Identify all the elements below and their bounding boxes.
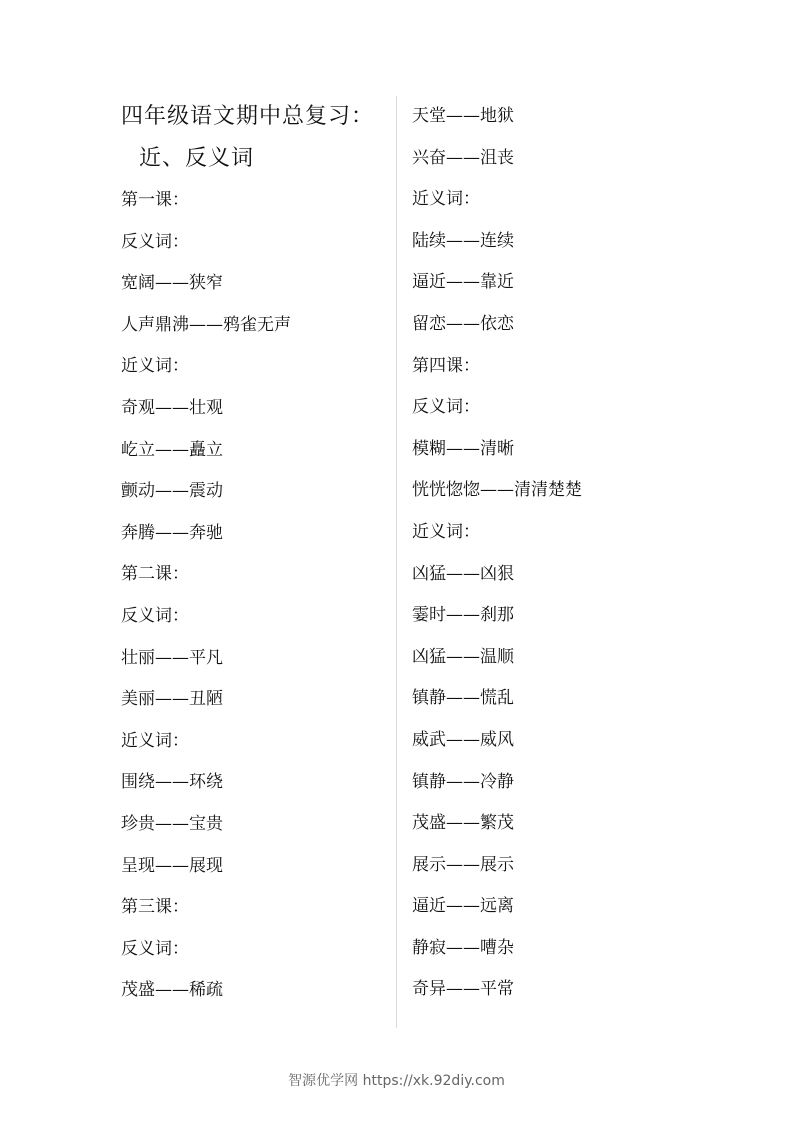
- left-column-line: 宽阔——狭窄: [121, 273, 223, 294]
- left-column-line: 美丽——丑陋: [121, 689, 223, 710]
- left-column-line: 颤动——震动: [121, 481, 223, 502]
- left-column-line: 反义词：: [121, 938, 189, 959]
- right-column-line: 第四课：: [412, 355, 480, 376]
- left-column-line: 奔腾——奔驰: [121, 522, 223, 543]
- right-column-line: 凶猛——凶狠: [412, 563, 514, 584]
- right-column-line: 近义词：: [412, 521, 480, 542]
- left-column-line: 围绕——环绕: [121, 772, 223, 793]
- right-column-line: 镇静——冷静: [412, 771, 514, 792]
- document-subtitle: 近、反义词: [139, 146, 255, 171]
- left-column-line: 第二课：: [121, 564, 189, 585]
- right-column-line: 模糊——清晰: [412, 438, 514, 459]
- left-column-line: 近义词：: [121, 730, 189, 751]
- right-column-line: 逼近——靠近: [412, 272, 514, 293]
- left-column-line: 人声鼎沸——鸦雀无声: [121, 314, 291, 335]
- left-column-line: 屹立——矗立: [121, 439, 223, 460]
- left-column-line: 呈现——展现: [121, 855, 223, 876]
- document-title: 四年级语文期中总复习：: [121, 104, 375, 129]
- right-column-line: 霎时——刹那: [412, 605, 514, 626]
- right-column: [412, 102, 582, 1017]
- right-column-line: 恍恍惚惚——清清楚楚: [412, 480, 582, 501]
- right-column-line: 近义词：: [412, 189, 480, 210]
- left-column-line: 珍贵——宝贵: [121, 813, 223, 834]
- right-column-line: 镇静——慌乱: [412, 688, 514, 709]
- left-column-line: 第三课：: [121, 897, 189, 918]
- right-column-line: 静寂——嘈杂: [412, 937, 514, 958]
- column-divider: [396, 96, 397, 1028]
- left-column-line: 反义词：: [121, 231, 189, 252]
- left-column-line: 反义词：: [121, 605, 189, 626]
- footer-watermark: 智源优学网 https://xk.92diy.com: [288, 1073, 505, 1089]
- right-column-line: 奇异——平常: [412, 979, 514, 1000]
- left-column: [121, 186, 291, 1018]
- right-column-line: 展示——展示: [412, 854, 514, 875]
- right-column-line: 陆续——连续: [412, 230, 514, 251]
- left-column-line: 奇观——壮观: [121, 397, 223, 418]
- right-column-line: 天堂——地狱: [412, 106, 514, 126]
- right-column-line: 逼近——远离: [412, 896, 514, 917]
- left-column-line: 壮丽——平凡: [121, 647, 223, 668]
- right-column-line: 兴奋——沮丧: [412, 147, 514, 168]
- left-column-line: 第一课：: [121, 190, 189, 210]
- left-column-line: 近义词：: [121, 356, 189, 377]
- left-column-line: 茂盛——稀疏: [121, 980, 223, 1001]
- right-column-line: 留恋——依恋: [412, 313, 514, 334]
- right-column-line: 威武——威风: [412, 729, 514, 750]
- right-column-line: 茂盛——繁茂: [412, 813, 514, 834]
- right-column-line: 凶猛——温顺: [412, 646, 514, 667]
- right-column-line: 反义词：: [412, 397, 480, 418]
